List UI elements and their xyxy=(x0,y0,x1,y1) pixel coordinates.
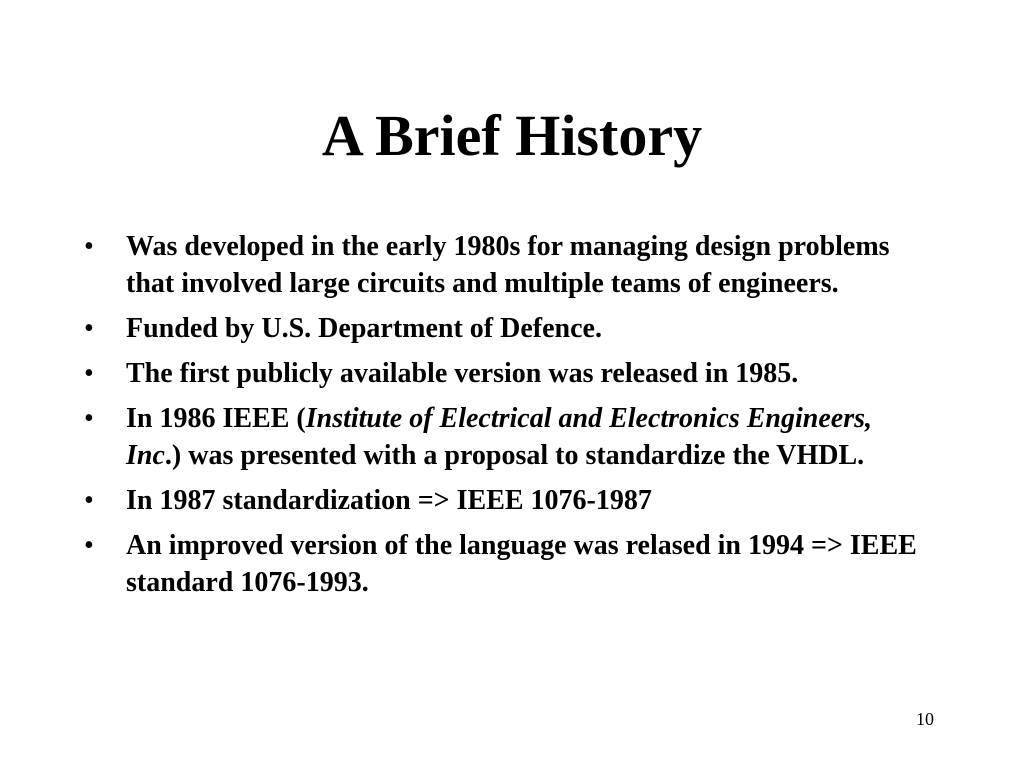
bullet-icon: • xyxy=(84,231,94,262)
bullet-item xyxy=(84,310,934,347)
bullet-text-mid: . xyxy=(164,440,172,471)
page-number: 10 xyxy=(916,709,934,729)
slide-title: A Brief History xyxy=(321,103,703,168)
bullet-text: Was developed in the early 1980s for managing design problems that involved large circuits and multiple teams of engineers. xyxy=(126,231,890,299)
bullet-text-suffix: ) was presented with a proposal to standardize the VHDL. xyxy=(171,440,865,471)
bullet-item xyxy=(84,355,934,392)
bullet-icon: • xyxy=(84,403,94,434)
bullet-item xyxy=(84,527,934,601)
bullet-text xyxy=(126,403,872,471)
bullet-text-prefix: In 1986 IEEE ( xyxy=(126,403,306,434)
bullet-item xyxy=(84,228,934,302)
bullet-text: Funded by U.S. Department of Defence. xyxy=(126,313,602,344)
bullet-text: The first publicly available version was released in 1985. xyxy=(126,358,799,389)
bullet-item xyxy=(84,482,934,519)
bullet-icon: • xyxy=(84,530,94,561)
bullet-text-italic: Institute of Electrical and Electronics Engineers, Inc xyxy=(126,403,872,471)
bullet-icon: • xyxy=(84,358,94,389)
bullet-icon: • xyxy=(84,313,94,344)
bullet-item xyxy=(84,400,934,474)
bullet-text: In 1987 standardization => IEEE 1076-1987 xyxy=(126,485,652,516)
bullet-list xyxy=(84,228,934,609)
bullet-text: An improved version of the language was relased in 1994 => IEEE standard 1076-1993. xyxy=(126,530,917,598)
bullet-icon: • xyxy=(84,485,94,516)
